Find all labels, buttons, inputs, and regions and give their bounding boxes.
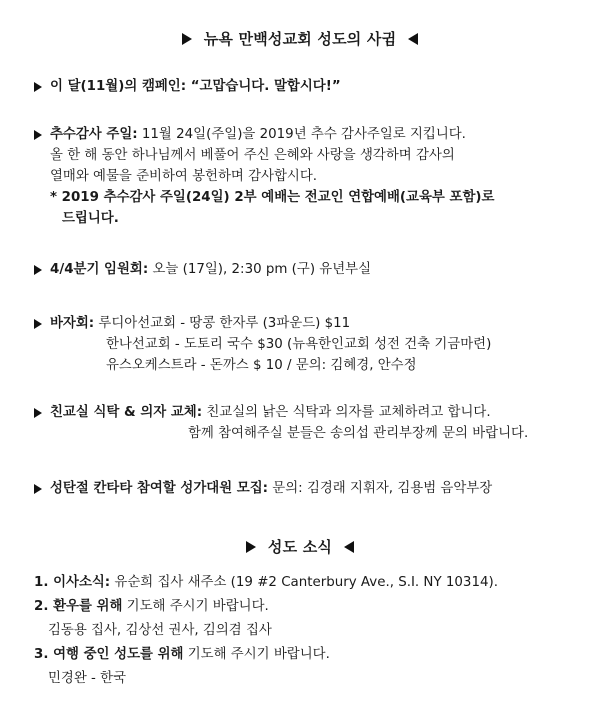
triangle-left-icon bbox=[408, 33, 418, 45]
item-text: 기도해 주시기 바랍니다. bbox=[183, 647, 330, 662]
choir-label: 성탄절 칸타타 참여할 성가대원 모집: bbox=[50, 481, 269, 496]
item-text: 유순희 집사 새주소 (19 #2 Canterbury Ave., S.I. NY 10314). bbox=[110, 575, 498, 590]
bullet-icon bbox=[34, 130, 42, 140]
triangle-right-icon bbox=[182, 33, 192, 45]
choir-text: 문의: 김경래 지휘자, 김용범 음악부장 bbox=[268, 481, 493, 496]
bullet-icon bbox=[34, 265, 42, 275]
page-title bbox=[0, 28, 600, 49]
news-list bbox=[34, 572, 580, 689]
bazaar-label: 바자회: bbox=[50, 316, 95, 331]
fellowship-line: 함께 참여해주실 분들은 송의섭 관리부장께 문의 바랍니다. bbox=[188, 426, 529, 441]
fellowship-item bbox=[34, 402, 580, 444]
committee-text: 오늘 (17일), 2:30 pm (구) 유년부실 bbox=[148, 262, 372, 277]
thanksgiving-text: 올 한 해 동안 하나님께서 베풀어 주신 은혜와 사랑을 생각하며 감사의 bbox=[50, 148, 455, 163]
item-label: 여행 중인 성도를 위해 bbox=[48, 647, 184, 662]
thanksgiving-note: * 2019 추수감사 주일(24일) 2부 예배는 전교인 연합예배(교육부 포함)로 bbox=[50, 190, 495, 205]
item-sub: 김동용 집사, 김상선 권사, 김의겸 집사 bbox=[48, 623, 272, 638]
item-number: 2. bbox=[34, 599, 49, 614]
bazaar-line: 한나선교회 - 도토리 국수 $30 (뉴욕한인교회 성전 건축 기금마련) bbox=[106, 337, 492, 352]
item-text: 기도해 주시기 바랍니다. bbox=[122, 599, 269, 614]
committee-label: 4/4분기 임원회: bbox=[50, 262, 149, 277]
bullet-icon bbox=[34, 484, 42, 494]
triangle-left-icon bbox=[344, 541, 354, 553]
page-title-text: 뉴욕 만백성교회 성도의 사귐 bbox=[203, 30, 397, 48]
item-number: 1. bbox=[34, 575, 49, 590]
bullet-icon bbox=[34, 408, 42, 418]
item-sub: 민경완 - 한국 bbox=[48, 671, 127, 686]
thanksgiving-note: 드립니다. bbox=[62, 211, 119, 226]
campaign-label: 이 달(11월)의 캠페인: “고맙습니다. 말합시다!” bbox=[50, 79, 341, 94]
campaign-item bbox=[34, 76, 580, 97]
fellowship-line: 친교실의 낡은 식탁과 의자를 교체하려고 합니다. bbox=[202, 405, 491, 420]
bazaar-line: 유스오케스트라 - 돈까스 $ 10 / 문의: 김혜경, 안수정 bbox=[106, 358, 417, 373]
news-title bbox=[0, 536, 600, 557]
triangle-right-icon bbox=[246, 541, 256, 553]
item-number: 3. bbox=[34, 647, 49, 662]
committee-item bbox=[34, 259, 580, 280]
item-label: 환우를 위해 bbox=[48, 599, 123, 614]
thanksgiving-label: 추수감사 주일: bbox=[50, 127, 138, 142]
bazaar-item bbox=[34, 313, 580, 376]
list-item bbox=[34, 572, 580, 593]
choir-item bbox=[34, 478, 580, 499]
thanksgiving-item bbox=[34, 124, 580, 229]
bullet-icon bbox=[34, 319, 42, 329]
item-label: 이사소식: bbox=[48, 575, 111, 590]
news-title-text: 성도 소식 bbox=[267, 538, 333, 556]
thanksgiving-text: 열매와 예물을 준비하여 봉헌하며 감사합시다. bbox=[50, 169, 318, 184]
thanksgiving-text: 11월 24일(주일)을 2019년 추수 감사주일로 지킵니다. bbox=[137, 127, 466, 142]
bullet-icon bbox=[34, 82, 42, 92]
list-item bbox=[34, 596, 580, 617]
bazaar-line: 루디아선교회 - 땅콩 한자루 (3파운드) $11 bbox=[94, 316, 351, 331]
list-item bbox=[34, 644, 580, 665]
fellowship-label: 친교실 식탁 & 의자 교체: bbox=[50, 405, 203, 420]
